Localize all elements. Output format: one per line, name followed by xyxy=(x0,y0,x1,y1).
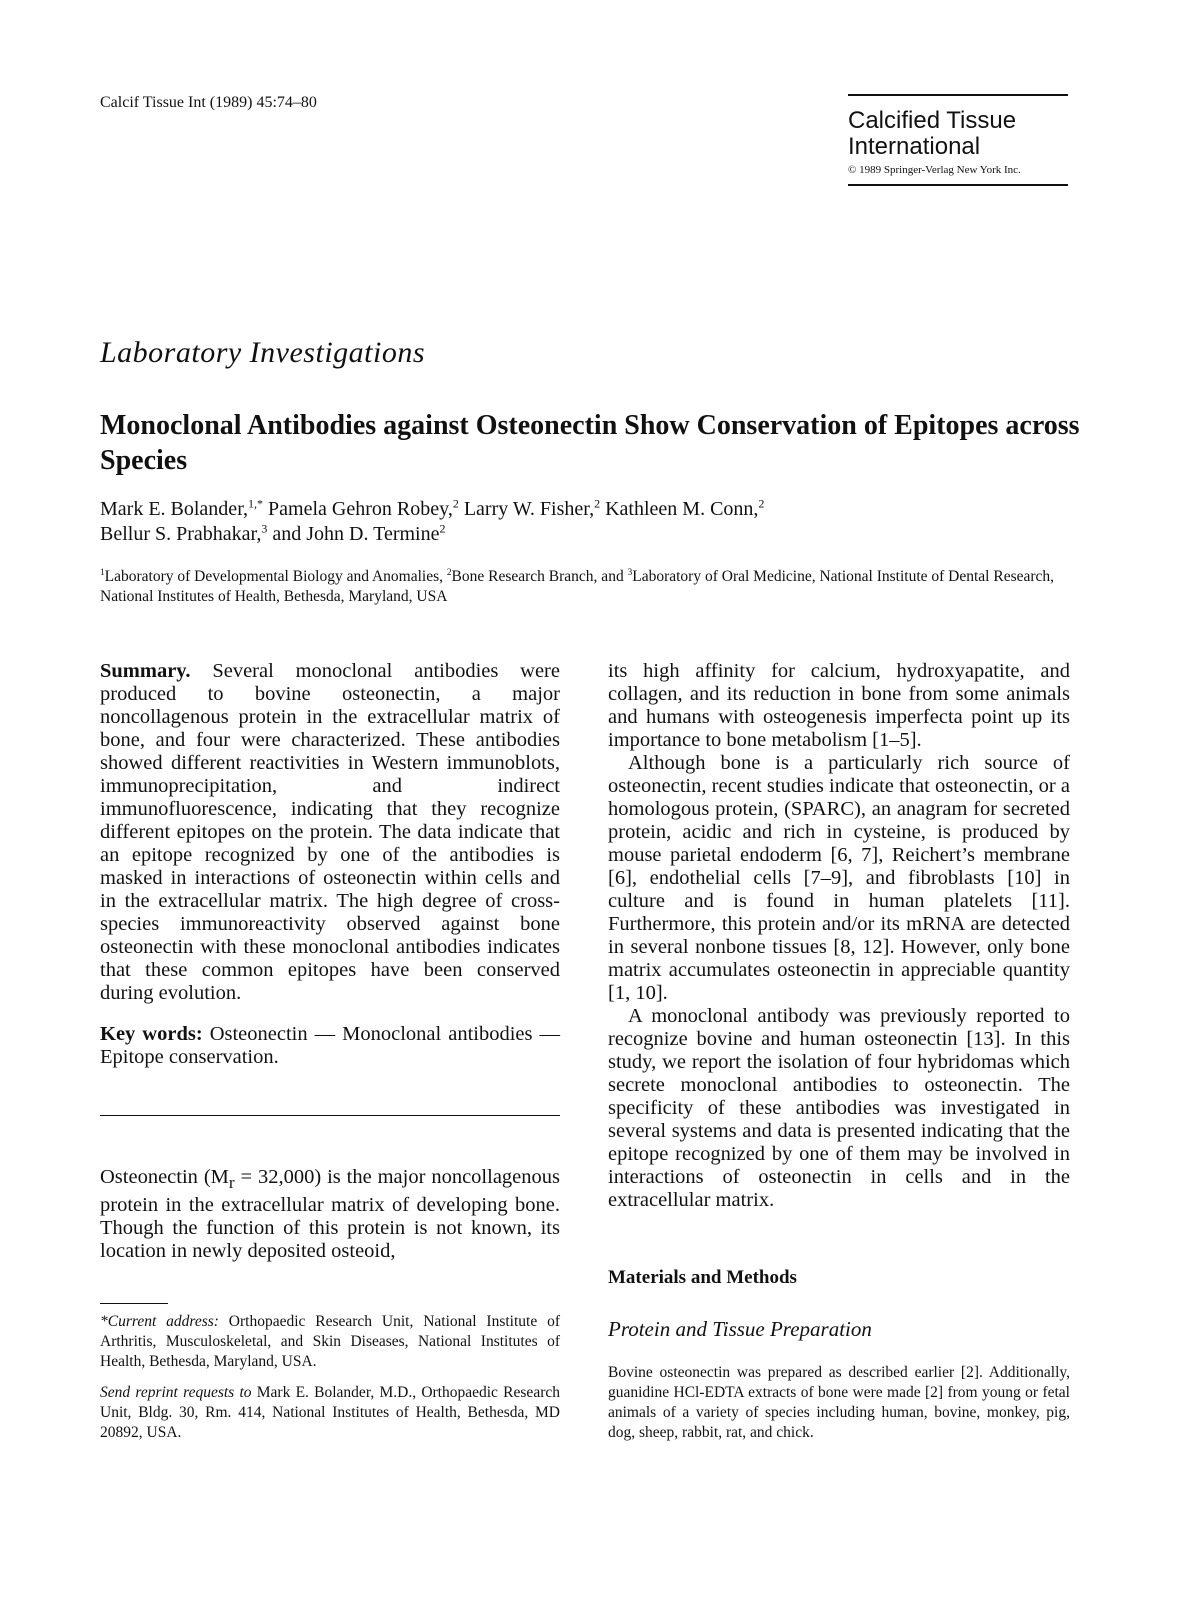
methods-heading: Materials and Methods xyxy=(608,1267,797,1288)
masthead-top-rule xyxy=(848,94,1068,96)
footnote-label: Send reprint requests to xyxy=(100,1384,252,1401)
intro-paragraph xyxy=(100,1166,560,1263)
journal-copyright: © 1989 Springer-Verlag New York Inc. xyxy=(848,164,1021,176)
author-affiliation-mark: 2 xyxy=(758,496,765,511)
affiliation-text: Bone Research Branch, and xyxy=(451,568,628,585)
author-name: and John D. Termine xyxy=(267,523,440,545)
author-name: Mark E. Bolander, xyxy=(100,498,249,520)
affiliation-mark: 1 xyxy=(100,567,105,578)
footnote-text: Mark E. Bolander, M.D., Orthopaedic Research Unit, Bldg. 30, Rm. 414, National Institutes of Health, Bethesda, MD 20892, USA. xyxy=(100,1384,560,1441)
author-affiliation-mark: 2 xyxy=(452,496,459,511)
affiliation-text: Laboratory of Oral Medicine, National Institute of Dental Research, National Institutes of Health, Bethesda, Maryland, USA xyxy=(100,568,1055,605)
footnote-reprint-requests xyxy=(100,1383,560,1443)
keywords-label: Key words: xyxy=(100,1023,203,1045)
keywords-text: Osteonectin — Monoclonal antibodies — Epitope conservation. xyxy=(100,1023,560,1068)
author-name: Pamela Gehron Robey, xyxy=(263,498,453,520)
masthead-bottom-rule xyxy=(848,184,1068,186)
author-affiliation-mark: 2 xyxy=(439,521,446,536)
summary-paragraph xyxy=(100,660,560,1005)
summary-label: Summary. xyxy=(100,660,191,682)
affiliations xyxy=(100,567,1100,607)
abstract-divider xyxy=(100,1115,560,1116)
affiliation-text: Laboratory of Developmental Biology and Anomalies, xyxy=(104,568,447,585)
body-paragraph: A monoclonal antibody was previously reported to recognize bovine and human osteonectin [13]. In this study, we report the isolation of four hybridomas which secrete monoclonal antibodies to osteonectin. The specificity of these antibodies was investigated in several systems and data is presented indicating that the epitope recognized by one of them may be involved in interactions of osteonectin in cells and in the extracellular matrix. xyxy=(608,1005,1070,1211)
abstract-block xyxy=(100,660,560,1069)
journal-masthead xyxy=(848,94,1068,186)
footnote-rule xyxy=(100,1303,168,1304)
footnote-text: Orthopaedic Research Unit, National Institute of Arthritis, Musculoskeletal, and Skin Diseases, National Institutes of Health, Bethesda, Maryland, USA. xyxy=(100,1313,561,1370)
journal-name: Calcified Tissue International xyxy=(848,107,1017,160)
author-name: Larry W. Fisher, xyxy=(458,498,595,520)
affiliation-mark: 2 xyxy=(446,567,452,578)
intro-text: = 32,000) is the major noncollagenous protein in the extracellular matrix of developing bone. Though the function of this protein is not known, its location in newly deposited osteoid, xyxy=(100,1166,560,1263)
section-label: Laboratory Investigations xyxy=(100,336,425,369)
body-paragraph: Although bone is a particularly rich source of osteonectin, recent studies indicate that osteonectin, or a homologous protein, (SPARC), an anagram for secreted protein, acidic and rich in cysteine, is produced by mouse parietal endoderm [6, 7], Reichert’s membrane [6], endothelial cells [7–9], and fibroblasts [10] in culture and is found in human platelets [11]. Furthermore, this protein and/or its mRNA are detected in several nonbone tissues [8, 12]. However, only bone matrix accumulates osteonectin in appreciable quantity [1, 10]. xyxy=(608,752,1070,1004)
right-column xyxy=(608,660,1070,1212)
methods-subheading: Protein and Tissue Preparation xyxy=(608,1317,872,1341)
footnote-label: *Current address: xyxy=(100,1313,219,1330)
intro-subscript: r xyxy=(228,1173,235,1193)
footnote-current-address xyxy=(100,1312,560,1372)
intro-text-start: Osteonectin (M xyxy=(100,1166,229,1188)
affiliation-mark: 3 xyxy=(627,567,633,578)
author-list xyxy=(100,497,1100,547)
author-affiliation-mark: 2 xyxy=(594,496,601,511)
methods-paragraph: Bovine osteonectin was prepared as described earlier [2]. Additionally, guanidine HCl-EDTA extracts of bone were made [2] from young or fetal animals of a variety of species including human, bovine, monkey, pig, dog, sheep, rabbit, rat, and chick. xyxy=(608,1364,1070,1441)
journal-citation: Calcif Tissue Int (1989) 45:74–80 xyxy=(100,94,317,111)
keywords-paragraph xyxy=(100,1023,560,1069)
author-affiliation-mark: 3 xyxy=(261,521,268,536)
article-title: Monoclonal Antibodies against Osteonectin Show Conservation of Epitopes across Species xyxy=(100,410,1080,476)
author-name: Bellur S. Prabhakar, xyxy=(100,523,262,545)
author-name: Kathleen M. Conn, xyxy=(600,498,759,520)
author-affiliation-mark: 1,* xyxy=(248,496,264,511)
body-paragraph: its high affinity for calcium, hydroxyapatite, and collagen, and its reduction in bone from some animals and humans with osteogenesis imperfecta point up its importance to bone metabolism [1–5]. xyxy=(608,660,1070,751)
summary-text: Several monoclonal antibodies were produced to bovine osteonectin, a major noncollagenous protein in the extracellular matrix of bone, and four were characterized. These antibodies showed different reactivities in Western immunoblots, immunoprecipitation, and indirect immunofluorescence, indicating that they recognize different epitopes on the protein. The data indicate that an epitope recognized by one of the antibodies is masked in interactions of osteonectin within cells and in the extracellular matrix. The high degree of cross-species immunoreactivity observed against bone osteonectin with these monoclonal antibodies indicates that these common epitopes have been conserved during evolution. xyxy=(100,660,560,1004)
